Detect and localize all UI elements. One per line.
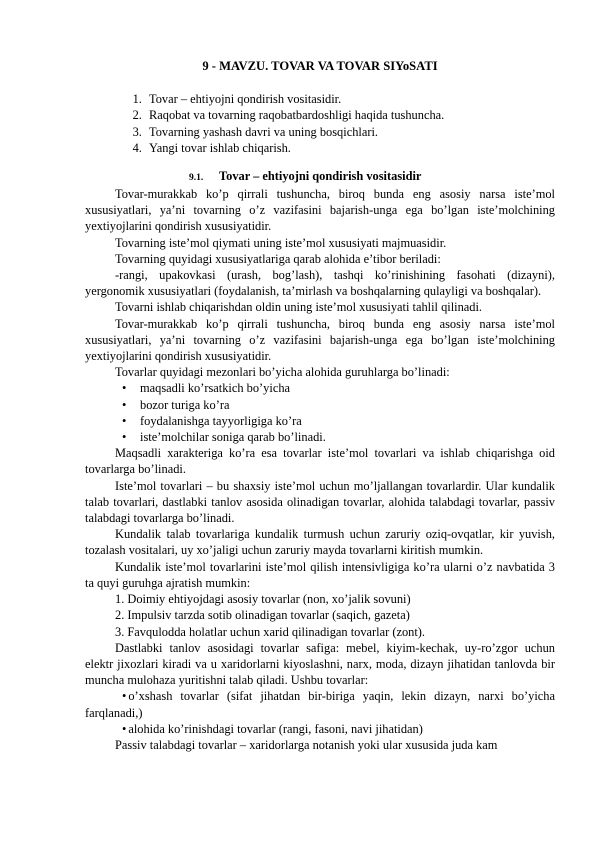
page-title: 9 - MAVZU. TOVAR VA TOVAR SIYoSATI	[202, 59, 438, 73]
section-title: Tovar – ehtiyojni qondirish vositasidir	[219, 169, 422, 184]
paragraph: Dastlabki tanlov asosidagi tovarlar safiga: mebel, kiyim-kechak, uy-ro’zgor uchun elektr jixozlari kiradi va u xaridorlarni kiyoslashni, narx, moda, dizayn jihatidan tanlovda bir muncha mulohaza yuritishni talab qiladi. Ushbu tovarlar:	[85, 640, 555, 688]
bullet-icon: •	[122, 689, 127, 704]
paragraph: Tovarning iste’mol qiymati uning iste’mol xususiyati majmuasidir.	[115, 235, 447, 250]
list-item: • foydalanishga tayyorligiga ko’ra	[85, 413, 555, 429]
list-item: • iste’molchilar soniga qarab bo’linadi.	[85, 429, 555, 445]
topic-item: 1. Tovar – ehtiyojni qondirish vositasidir.	[145, 91, 555, 107]
paragraph: Passiv talabdagi tovarlar – xaridorlarga notanish yoki ular xususida juda kam	[115, 737, 498, 752]
paragraph: Tovarlar quyidagi mezonlari bo’yicha alohida guruhlarga bo’linadi:	[115, 365, 450, 380]
paragraph: -rangi, upakovkasi (urash, bog’lash), tashqi ko’rinishining fasohati (dizayni), yergonomik xususiyatlari (foydalanish, ta’mirlash va boshqalarning qulayligi va boshqalar).	[85, 268, 555, 299]
paragraph: Maqsadli xarakteriga ko’ra esa tovarlar iste’mol tovarlari va ishlab chiqarishga oid tovarlarga bo’linadi.	[85, 446, 555, 477]
paragraph: Tovar-murakkab ko’p qirrali tushuncha, biroq bunda eng asosiy narsa iste’mol xususiyatlari, ya’ni tovarning o’z vazifasini bajarish-unga ega bo’lgan iste’molchining yextiyojlarini qondirish xususiyatidir.	[85, 187, 555, 234]
numbered-line: 2. Impulsiv tarzda sotib olinadigan tovarlar (saqich, gazeta)	[115, 608, 410, 623]
paragraph: Tovar-murakkab ko’p qirrali tushuncha, biroq bunda eng asosiy narsa iste’mol xususiyatlari, ya’ni tovarning o’z vazifasini bajarish-unga ega bo’lgan iste’molchining yextiyojlarini qondirish xususiyatidir.	[85, 316, 555, 364]
numbered-line: 3. Favqulodda holatlar uchun xarid qilinadigan tovarlar (zont).	[115, 624, 426, 639]
goods-type-list	[85, 688, 555, 737]
paragraph: Iste’mol tovarlari – bu shaxsiy iste’mol uchun mo’ljallangan tovarlardir. Ular kundalik talab tovarlari, dastlabki tanlov asosida olinadigan tovarlar, alohida talabdagi tovarlar, passiv talabdagi tovarlarga bo’linadi.	[85, 478, 555, 526]
criteria-list	[85, 380, 555, 445]
list-item: • bozor turiga ko’ra	[85, 397, 555, 413]
document-page	[85, 58, 555, 753]
paragraph: Tovarning quyidagi xususiyatlariga qarab alohida e’tibor beriladi:	[115, 251, 441, 266]
list-item: • maqsadli ko’rsatkich bo’yicha	[85, 380, 555, 396]
paragraph: Kundalik talab tovarlariga kundalik turmush uchun zaruriy oziq-ovqatlar, kir yuvish, tozalash vositalari, uy xo’jaligi uchun zaruriy mayda tovarlarni kiritish mumkin.	[85, 527, 555, 558]
topic-item: 4. Yangi tovar ishlab chiqarish.	[145, 140, 555, 156]
list-item	[85, 721, 555, 737]
list-item-text: o’xshash tovarlar (sifat jihatdan bir-biriga yaqin, lekin dizayn, narxi bo’yicha farqlanadi,)	[85, 689, 555, 720]
numbered-line: 1. Doimiy ehtiyojdagi asosiy tovarlar (non, xo’jalik sovuni)	[115, 592, 411, 607]
paragraph: Tovarni ishlab chiqarishdan oldin uning iste’mol xususiyati tahlil qilinadi.	[115, 300, 483, 315]
section-number: 9.1.	[189, 173, 204, 184]
list-item	[85, 688, 555, 720]
topic-item: 3. Tovarning yashash davri va uning bosqichlari.	[145, 124, 555, 140]
list-item-text: alohida ko’rinishdagi tovarlar (rangi, fasoni, navi jihatidan)	[128, 721, 423, 736]
topic-item: 2. Raqobat va tovarning raqobatbardoshligi haqida tushuncha.	[145, 107, 555, 123]
bullet-icon: •	[122, 721, 127, 736]
section-heading	[85, 168, 555, 186]
topic-list	[85, 91, 555, 156]
paragraph: Kundalik iste’mol tovarlarini iste’mol qilish intensivligiga ko’ra ularni o’z navbatida 3 ta quyi guruhga ajratish mumkin:	[85, 559, 555, 590]
